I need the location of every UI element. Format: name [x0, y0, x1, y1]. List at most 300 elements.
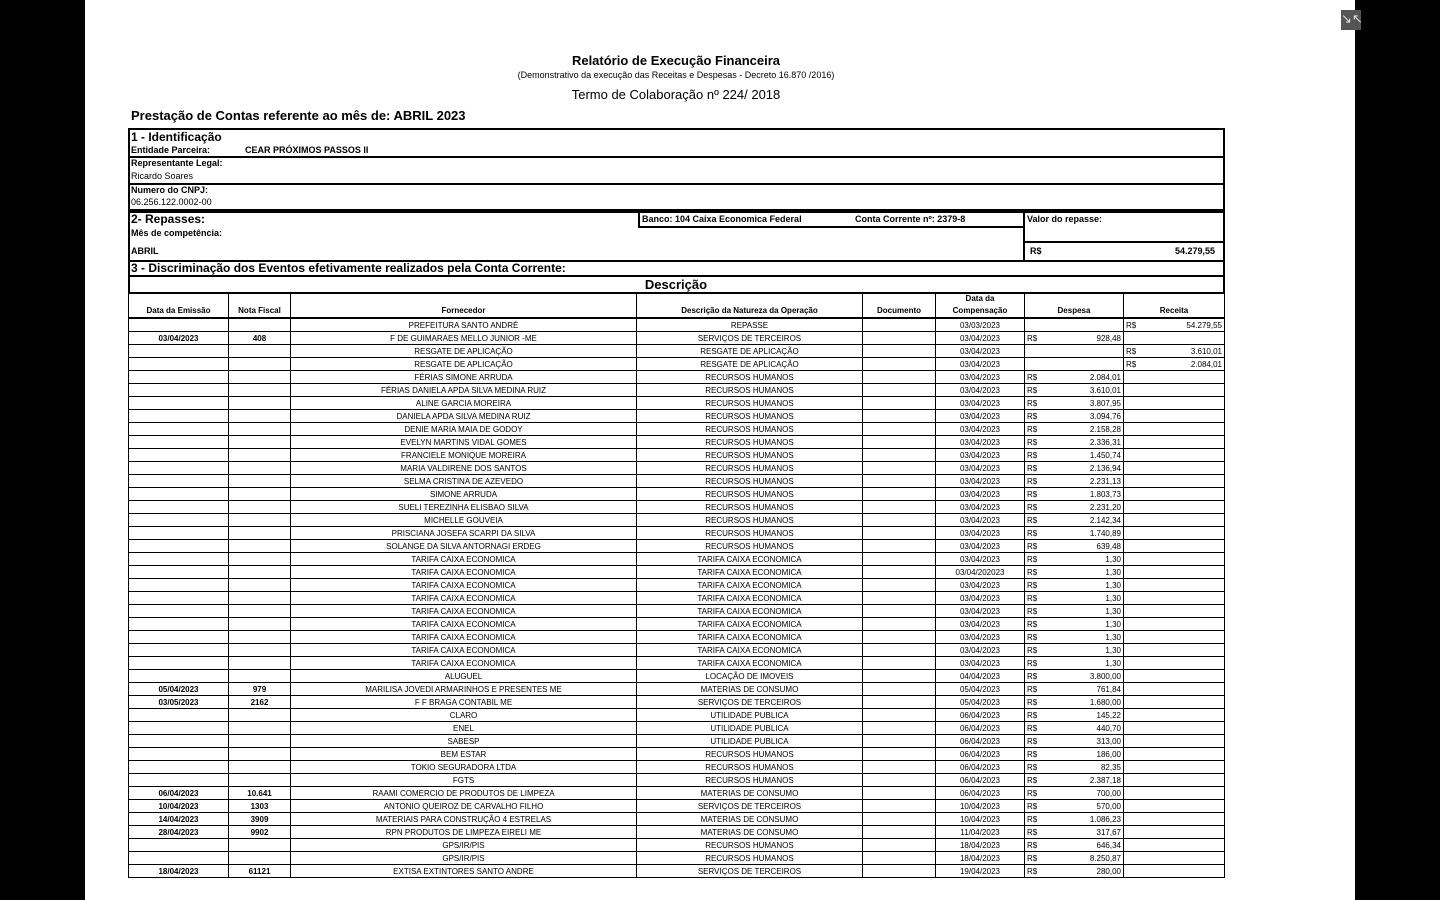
cell-revenue — [1124, 514, 1225, 527]
cell-expense — [1025, 579, 1124, 592]
competence-value: ABRIL — [131, 246, 159, 256]
collapse-icon[interactable]: ↘↖ — [1341, 10, 1361, 30]
cell-expense — [1025, 462, 1124, 475]
cell-expense — [1025, 332, 1124, 345]
cell-document — [863, 735, 936, 748]
cell-supplier: DENIE MARIA MAIA DE GODOY — [291, 423, 637, 436]
cell-compensation-date: 04/04/2023 — [936, 670, 1025, 683]
cell-revenue — [1124, 670, 1225, 683]
cell-compensation-date: 03/04/2023 — [936, 410, 1025, 423]
cell-supplier: MICHELLE GOUVEIA — [291, 514, 637, 527]
cell-document — [863, 436, 936, 449]
cell-supplier: F F BRAGA CONTABIL ME — [291, 696, 637, 709]
amount: 1,30 — [1105, 567, 1121, 577]
table-row — [129, 397, 1225, 410]
cell-invoice — [229, 371, 291, 384]
table-row — [129, 358, 1225, 371]
cell-supplier: MATERIAIS PARA CONSTRUÇÃO 4 ESTRELAS — [291, 813, 637, 826]
table-row — [129, 384, 1225, 397]
cell-compensation-date: 06/04/2023 — [936, 787, 1025, 800]
amount: 440,70 — [1096, 723, 1121, 733]
cell-nature: TARIFA CAIXA ECONOMICA — [637, 566, 863, 579]
cell-expense — [1025, 397, 1124, 410]
cell-compensation-date: 03/04/2023 — [936, 618, 1025, 631]
cell-expense — [1025, 436, 1124, 449]
currency-symbol: R$ — [1027, 775, 1038, 785]
cell-nature: RECURSOS HUMANOS — [637, 774, 863, 787]
cell-emission-date — [129, 631, 229, 644]
cell-revenue — [1124, 761, 1225, 774]
section-1-title: 1 - Identificação — [131, 130, 222, 144]
cell-revenue — [1124, 852, 1225, 865]
currency-symbol: R$ — [1027, 853, 1038, 863]
cnpj-label: Numero do CNPJ: — [131, 185, 209, 195]
cell-invoice — [229, 423, 291, 436]
cell-invoice — [229, 839, 291, 852]
currency-symbol: R$ — [1027, 697, 1038, 707]
currency-symbol: R$ — [1027, 593, 1038, 603]
cell-compensation-date: 03/04/2023 — [936, 592, 1025, 605]
table-row — [129, 644, 1225, 657]
cell-supplier: SELMA CRISTINA DE AZEVEDO — [291, 475, 637, 488]
table-row — [129, 514, 1225, 527]
cell-revenue — [1124, 696, 1225, 709]
cell-invoice — [229, 605, 291, 618]
currency-symbol: R$ — [1027, 463, 1038, 473]
cell-expense — [1025, 761, 1124, 774]
cell-document — [863, 371, 936, 384]
cell-compensation-date: 03/04/202023 — [936, 566, 1025, 579]
cell-expense — [1025, 774, 1124, 787]
table-row — [129, 332, 1225, 345]
table-row — [129, 839, 1225, 852]
table-header-row — [129, 293, 1225, 318]
cell-revenue — [1124, 318, 1225, 332]
cell-nature: RECURSOS HUMANOS — [637, 436, 863, 449]
cell-nature: TARIFA CAIXA ECONOMICA — [637, 605, 863, 618]
cell-nature: RECURSOS HUMANOS — [637, 410, 863, 423]
cell-revenue — [1124, 501, 1225, 514]
currency-symbol: R$ — [1027, 671, 1038, 681]
cell-supplier: ALUGUEL — [291, 670, 637, 683]
cell-supplier: CLARO — [291, 709, 637, 722]
currency-symbol: R$ — [1126, 320, 1137, 330]
cell-emission-date — [129, 345, 229, 358]
cell-revenue — [1124, 592, 1225, 605]
cell-emission-date: 06/04/2023 — [129, 787, 229, 800]
entity-label: Entidade Parceira: — [131, 145, 211, 155]
cell-nature: TARIFA CAIXA ECONOMICA — [637, 592, 863, 605]
cell-supplier: TARIFA CAIXA ECONOMICA — [291, 592, 637, 605]
cell-expense — [1025, 709, 1124, 722]
cell-revenue — [1124, 371, 1225, 384]
currency-symbol: R$ — [1027, 736, 1038, 746]
cell-revenue — [1124, 462, 1225, 475]
cell-supplier: PRISCIANA JOSEFA SCARPI DA SILVA — [291, 527, 637, 540]
table-row — [129, 852, 1225, 865]
cell-expense — [1025, 605, 1124, 618]
cell-compensation-date: 06/04/2023 — [936, 774, 1025, 787]
cell-compensation-date: 03/04/2023 — [936, 449, 1025, 462]
cell-supplier: RESGATE DE APLICAÇÃO — [291, 358, 637, 371]
currency-symbol: R$ — [1126, 346, 1137, 356]
cell-invoice — [229, 397, 291, 410]
cell-expense — [1025, 631, 1124, 644]
currency-symbol: R$ — [1027, 502, 1038, 512]
table-row — [129, 657, 1225, 670]
currency-symbol: R$ — [1027, 476, 1038, 486]
cell-compensation-date: 18/04/2023 — [936, 852, 1025, 865]
cell-document — [863, 540, 936, 553]
cell-revenue — [1124, 345, 1225, 358]
cell-supplier: F DE GUIMARAES MELLO JUNIOR -ME — [291, 332, 637, 345]
transfer-value: 54.279,55 — [1175, 246, 1216, 256]
cell-nature: TARIFA CAIXA ECONOMICA — [637, 657, 863, 670]
amount: 186,00 — [1096, 749, 1121, 759]
cell-expense — [1025, 865, 1124, 878]
cell-revenue — [1124, 410, 1225, 423]
cell-revenue — [1124, 384, 1225, 397]
report-title: Relatório de Execução Financeira — [571, 53, 781, 68]
cell-nature: TARIFA CAIXA ECONOMICA — [637, 553, 863, 566]
cell-expense — [1025, 540, 1124, 553]
cell-expense — [1025, 683, 1124, 696]
amount: 1.680,00 — [1089, 697, 1121, 707]
cell-invoice — [229, 709, 291, 722]
rep-label: Representante Legal: — [131, 158, 223, 168]
cell-supplier: ALINE GARCIA MOREIRA — [291, 397, 637, 410]
cell-document — [863, 774, 936, 787]
cell-compensation-date: 05/04/2023 — [936, 696, 1025, 709]
amount: 2.158,28 — [1089, 424, 1121, 434]
cell-revenue — [1124, 527, 1225, 540]
amount: 928,48 — [1096, 333, 1121, 343]
cell-nature: RECURSOS HUMANOS — [637, 540, 863, 553]
cell-document — [863, 345, 936, 358]
cell-supplier: TARIFA CAIXA ECONOMICA — [291, 631, 637, 644]
cell-document — [863, 332, 936, 345]
cell-emission-date — [129, 839, 229, 852]
cell-invoice — [229, 553, 291, 566]
cell-document — [863, 631, 936, 644]
cell-emission-date — [129, 475, 229, 488]
cell-revenue — [1124, 449, 1225, 462]
cell-expense — [1025, 423, 1124, 436]
section-2-title: 2- Repasses: — [131, 212, 206, 226]
cell-supplier: SABESP — [291, 735, 637, 748]
cell-supplier: FÉRIAS SIMONE ARRUDA — [291, 371, 637, 384]
currency-symbol: R$ — [1027, 333, 1038, 343]
col-revenue: Receita — [1124, 293, 1225, 318]
cell-expense — [1025, 670, 1124, 683]
cell-invoice: 61121 — [229, 865, 291, 878]
cell-compensation-date: 06/04/2023 — [936, 722, 1025, 735]
amount: 8.250,87 — [1089, 853, 1121, 863]
cell-invoice — [229, 410, 291, 423]
table-row — [129, 566, 1225, 579]
currency-symbol: R$ — [1027, 372, 1038, 382]
cell-document — [863, 839, 936, 852]
cell-compensation-date: 03/04/2023 — [936, 488, 1025, 501]
cell-nature: MATERIAS DE CONSUMO — [637, 813, 863, 826]
cell-emission-date: 10/04/2023 — [129, 800, 229, 813]
cell-document — [863, 410, 936, 423]
cell-emission-date — [129, 566, 229, 579]
cell-compensation-date: 11/04/2023 — [936, 826, 1025, 839]
table-row — [129, 449, 1225, 462]
cell-document — [863, 384, 936, 397]
cell-compensation-date: 03/04/2023 — [936, 462, 1025, 475]
cell-invoice — [229, 384, 291, 397]
cell-document — [863, 527, 936, 540]
cell-revenue — [1124, 423, 1225, 436]
amount: 1.740,89 — [1089, 528, 1121, 538]
cell-document — [863, 423, 936, 436]
cell-compensation-date: 10/04/2023 — [936, 813, 1025, 826]
cell-revenue — [1124, 605, 1225, 618]
cell-invoice — [229, 540, 291, 553]
cell-nature: RESGATE DE APLICAÇÃO — [637, 345, 863, 358]
cell-document — [863, 787, 936, 800]
currency-symbol: R$ — [1027, 606, 1038, 616]
currency-symbol: R$ — [1027, 437, 1038, 447]
document-page — [85, 0, 1355, 900]
currency-symbol: R$ — [1027, 424, 1038, 434]
cell-invoice — [229, 475, 291, 488]
amount: 3.094,76 — [1089, 411, 1121, 421]
cell-revenue — [1124, 774, 1225, 787]
cell-document — [863, 618, 936, 631]
cell-nature: RECURSOS HUMANOS — [637, 501, 863, 514]
currency-symbol: R$ — [1027, 710, 1038, 720]
amount: 2.084,01 — [1089, 372, 1121, 382]
cell-compensation-date: 05/04/2023 — [936, 683, 1025, 696]
cell-invoice — [229, 644, 291, 657]
table-row — [129, 618, 1225, 631]
amount: 570,00 — [1096, 801, 1121, 811]
cell-revenue — [1124, 488, 1225, 501]
rep-value: Ricardo Soares — [131, 171, 194, 181]
cell-nature: UTILIDADE PUBLICA — [637, 709, 863, 722]
cnpj-value: 06.256.122.0002-00 — [131, 197, 212, 207]
amount: 280,00 — [1096, 866, 1121, 876]
cell-emission-date — [129, 852, 229, 865]
cell-supplier: TARIFA CAIXA ECONOMICA — [291, 605, 637, 618]
col-invoice: Nota Fiscal — [229, 293, 291, 318]
identification-box — [128, 128, 1225, 211]
cell-invoice — [229, 566, 291, 579]
cell-emission-date — [129, 514, 229, 527]
cell-nature: MATERIAS DE CONSUMO — [637, 683, 863, 696]
table-row — [129, 527, 1225, 540]
cell-expense — [1025, 787, 1124, 800]
cell-emission-date — [129, 501, 229, 514]
currency-symbol: R$ — [1126, 359, 1137, 369]
cell-invoice — [229, 592, 291, 605]
cell-nature: RECURSOS HUMANOS — [637, 384, 863, 397]
currency-symbol: R$ — [1027, 515, 1038, 525]
currency-symbol: R$ — [1027, 398, 1038, 408]
transfer-value-label: Valor do repasse: — [1027, 214, 1103, 224]
table-row — [129, 553, 1225, 566]
cell-revenue — [1124, 436, 1225, 449]
cell-compensation-date: 03/04/2023 — [936, 553, 1025, 566]
cell-emission-date: 18/04/2023 — [129, 865, 229, 878]
cell-nature: RECURSOS HUMANOS — [637, 423, 863, 436]
cell-supplier: TARIFA CAIXA ECONOMICA — [291, 618, 637, 631]
cell-supplier: DANIELA APDA SILVA MEDINA RUIZ — [291, 410, 637, 423]
cell-expense — [1025, 618, 1124, 631]
currency-symbol: R$ — [1027, 723, 1038, 733]
cell-emission-date — [129, 540, 229, 553]
cell-emission-date — [129, 488, 229, 501]
cell-revenue — [1124, 709, 1225, 722]
table-row — [129, 462, 1225, 475]
cell-compensation-date: 10/04/2023 — [936, 800, 1025, 813]
cell-supplier: BEM ESTAR — [291, 748, 637, 761]
bank-label: Banco: 104 Caixa Economica Federal — [642, 214, 802, 224]
amount: 646,34 — [1096, 840, 1121, 850]
cell-supplier: MARIA VALDIRENE DOS SANTOS — [291, 462, 637, 475]
term-number: Termo de Colaboração nº 224/ 2018 — [571, 87, 781, 102]
cell-emission-date — [129, 527, 229, 540]
cell-emission-date: 03/04/2023 — [129, 332, 229, 345]
currency-symbol: R$ — [1027, 567, 1038, 577]
cell-invoice — [229, 670, 291, 683]
col-nature: Descrição da Natureza da Operação — [637, 293, 863, 318]
table-row — [129, 436, 1225, 449]
table-row — [129, 826, 1225, 839]
col-compensation-date: Data da Compensação — [936, 293, 1025, 318]
cell-supplier: ENEL — [291, 722, 637, 735]
cell-supplier: EVELYN MARTINS VIDAL GOMES — [291, 436, 637, 449]
cell-document — [863, 800, 936, 813]
cell-expense — [1025, 475, 1124, 488]
cell-expense — [1025, 735, 1124, 748]
cell-invoice — [229, 501, 291, 514]
currency-symbol: R$ — [1027, 619, 1038, 629]
cell-nature: REPASSE — [637, 318, 863, 332]
cell-revenue — [1124, 618, 1225, 631]
currency-symbol: R$ — [1027, 762, 1038, 772]
cell-supplier: SUELI TEREZINHA ELISBAO SILVA — [291, 501, 637, 514]
cell-emission-date — [129, 358, 229, 371]
cell-emission-date — [129, 553, 229, 566]
cell-document — [863, 761, 936, 774]
cell-compensation-date: 03/03/2023 — [936, 318, 1025, 332]
col-supplier: Fornecedor — [291, 293, 637, 318]
currency-symbol: R$ — [1027, 684, 1038, 694]
cell-revenue — [1124, 579, 1225, 592]
amount: 317,67 — [1096, 827, 1121, 837]
table-row — [129, 318, 1225, 332]
cell-invoice — [229, 748, 291, 761]
cell-revenue — [1124, 683, 1225, 696]
cell-invoice: 979 — [229, 683, 291, 696]
cell-nature: LOCAÇÃO DE IMOVEIS — [637, 670, 863, 683]
cell-supplier: SOLANGE DA SILVA ANTORNAGI ERDEG — [291, 540, 637, 553]
cell-supplier: FRANCIELE MONIQUE MOREIRA — [291, 449, 637, 462]
amount: 54.279,55 — [1186, 320, 1222, 330]
cell-supplier: GPS/IR/PIS — [291, 852, 637, 865]
cell-document — [863, 813, 936, 826]
cell-supplier: TARIFA CAIXA ECONOMICA — [291, 579, 637, 592]
period-heading: Prestação de Contas referente ao mês de: ABRIL 2023 — [131, 108, 466, 123]
cell-revenue — [1124, 722, 1225, 735]
table-row — [129, 670, 1225, 683]
transactions-table — [128, 293, 1225, 878]
amount: 1,30 — [1105, 593, 1121, 603]
cell-expense — [1025, 852, 1124, 865]
cell-expense — [1025, 592, 1124, 605]
cell-revenue — [1124, 397, 1225, 410]
currency-symbol: R$ — [1027, 411, 1038, 421]
currency-symbol: R$ — [1027, 827, 1038, 837]
cell-compensation-date: 06/04/2023 — [936, 761, 1025, 774]
cell-supplier: TARIFA CAIXA ECONOMICA — [291, 644, 637, 657]
cell-compensation-date: 03/04/2023 — [936, 644, 1025, 657]
cell-emission-date — [129, 657, 229, 670]
cell-expense — [1025, 449, 1124, 462]
currency-symbol: R$ — [1027, 489, 1038, 499]
cell-supplier: RAAMI COMERCIO DE PRODUTOS DE LIMPEZA — [291, 787, 637, 800]
cell-compensation-date: 03/04/2023 — [936, 501, 1025, 514]
cell-document — [863, 579, 936, 592]
cell-supplier: TOKIO SEGURADORA LTDA — [291, 761, 637, 774]
currency-symbol: R$ — [1027, 749, 1038, 759]
cell-expense — [1025, 722, 1124, 735]
cell-revenue — [1124, 553, 1225, 566]
amount: 3.610,01 — [1190, 346, 1222, 356]
cell-expense — [1025, 514, 1124, 527]
cell-supplier: EXTISA EXTINTORES SANTO ANDRE — [291, 865, 637, 878]
cell-compensation-date: 03/04/2023 — [936, 475, 1025, 488]
cell-invoice: 2162 — [229, 696, 291, 709]
currency-symbol: R$ — [1027, 801, 1038, 811]
cell-emission-date — [129, 423, 229, 436]
cell-expense — [1025, 800, 1124, 813]
cell-document — [863, 488, 936, 501]
amount: 1,30 — [1105, 645, 1121, 655]
amount: 3.800,00 — [1089, 671, 1121, 681]
cell-revenue — [1124, 787, 1225, 800]
cell-compensation-date: 19/04/2023 — [936, 865, 1025, 878]
cell-invoice — [229, 722, 291, 735]
cell-supplier: FGTS — [291, 774, 637, 787]
cell-document — [863, 709, 936, 722]
cell-document — [863, 318, 936, 332]
cell-invoice: 1303 — [229, 800, 291, 813]
transfer-currency: R$ — [1030, 246, 1042, 256]
table-row — [129, 865, 1225, 878]
cell-document — [863, 397, 936, 410]
table-row — [129, 683, 1225, 696]
table-row — [129, 696, 1225, 709]
amount: 1,30 — [1105, 658, 1121, 668]
amount: 3.807,95 — [1089, 398, 1121, 408]
cell-invoice — [229, 514, 291, 527]
cell-emission-date — [129, 592, 229, 605]
cell-expense — [1025, 527, 1124, 540]
competence-label: Mês de competência: — [131, 228, 223, 238]
cell-document — [863, 501, 936, 514]
cell-document — [863, 449, 936, 462]
cell-emission-date — [129, 371, 229, 384]
cell-expense — [1025, 410, 1124, 423]
cell-supplier: FÉRIAS DANIELA APDA SILVA MEDINA RUIZ — [291, 384, 637, 397]
cell-emission-date: 03/05/2023 — [129, 696, 229, 709]
cell-expense — [1025, 345, 1124, 358]
